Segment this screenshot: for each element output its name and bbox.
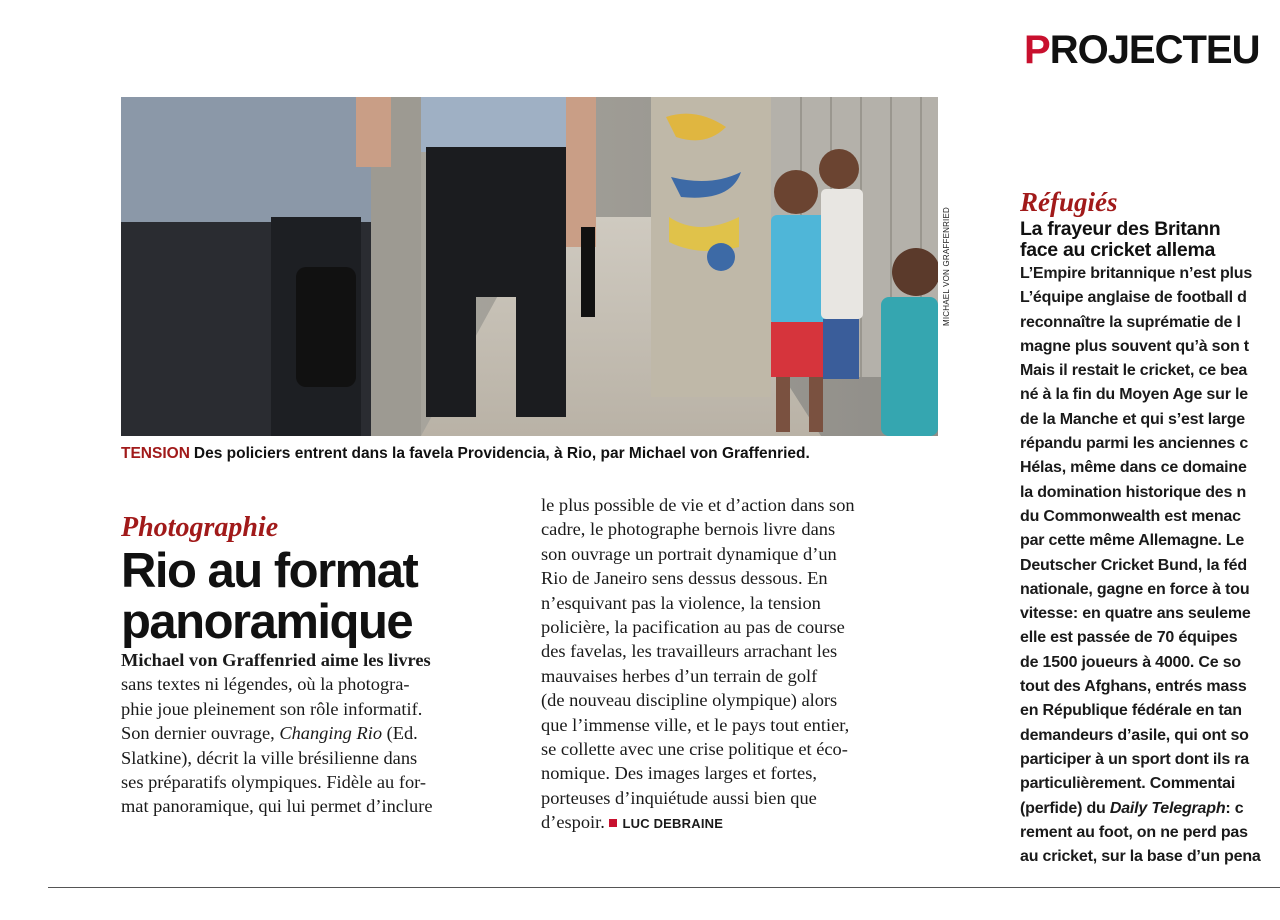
col1-line: mat panoramique, qui lui permet d’inclure: [121, 796, 433, 817]
caption-text: Des policiers entrent dans la favela Providencia, à Rio, par Michael von Graffenried.: [193, 445, 810, 462]
col1-line: Slatkine), décrit la ville brésilienne dans: [121, 747, 418, 768]
col1-line: ses préparatifs olympiques. Fidèle au for-: [121, 772, 427, 793]
sidebar-line: en République fédérale en tan: [1020, 702, 1242, 720]
photo-credit-text: MICHAEL VON GRAFFENRIED: [941, 207, 951, 326]
sidebar-line: particulièrement. Commentai: [1020, 775, 1236, 793]
col1-line-part: (Ed.: [382, 723, 418, 744]
headline-line-1: Rio au format: [121, 544, 418, 598]
masthead-initial: P: [1024, 28, 1050, 72]
col2-line: le plus possible de vie et d’action dans son: [541, 495, 855, 515]
article-photo: [121, 97, 938, 436]
col2-line: n’esquivant pas la violence, la tension: [541, 592, 821, 613]
col2-line: (de nouveau discipline olympique) alors: [541, 690, 838, 711]
article-lead: Michael von Graffenried aime les livres: [121, 650, 431, 670]
sidebar-line: participer à un sport dont ils ra: [1020, 750, 1249, 768]
sidebar-line: rement au foot, on ne perd pas: [1020, 823, 1248, 841]
caption-kicker: TENSION: [121, 445, 190, 462]
book-title: Changing Rio: [279, 723, 383, 744]
col1-line: sans textes ni légendes, où la photogra-: [121, 674, 410, 695]
article-column-2: [541, 493, 939, 837]
col2-line: [541, 810, 939, 836]
sidebar-line: [1020, 797, 1280, 821]
sidebar-line: L’Empire britannique n’est plus: [1020, 265, 1253, 282]
sidebar-line: elle est passée de 70 équipes: [1020, 629, 1238, 647]
page-bottom-rule: [48, 887, 1280, 888]
photo-credit: [939, 97, 953, 436]
col2-line: que l’immense ville, et le pays tout entier,: [541, 714, 850, 735]
col2-line: policière, la pacification au pas de course: [541, 617, 845, 638]
sidebar-line-part: (perfide) du: [1020, 799, 1110, 817]
sidebar-line: répandu parmi les anciennes c: [1020, 435, 1249, 453]
photo-caption: [121, 445, 941, 463]
sidebar-body: [1020, 262, 1280, 869]
col2-line: cadre, le photographe bernois livre dans: [541, 519, 836, 540]
col1-line-part: Son dernier ouvrage,: [121, 723, 280, 744]
masthead-rest: ROJECTEU: [1049, 28, 1260, 72]
sidebar-line: reconnaître la suprématie de l: [1020, 313, 1241, 331]
sidebar-line: au cricket, sur la base d’un pena: [1020, 848, 1261, 866]
sidebar-line-part: : c: [1225, 799, 1244, 817]
sidebar-headline-line-1: La frayeur des Britann: [1020, 218, 1221, 240]
col2-line: mauvaises herbes d’un terrain de golf: [541, 665, 818, 686]
col1-line: phie joue pleinement son rôle informatif.: [121, 698, 423, 719]
col2-line: Rio de Janeiro sens dessus dessous. En: [541, 568, 828, 589]
sidebar-line: vitesse: en quatre ans seuleme: [1020, 605, 1251, 623]
sidebar-rubric: Réfugiés: [1020, 187, 1118, 217]
sidebar-article: [1020, 185, 1280, 869]
col2-line: des favelas, les travailleurs arrachant les: [541, 641, 838, 662]
col2-line: porteuses d’inquiétude aussi bien que: [541, 787, 817, 808]
sidebar-line: de la Manche et qui s’est large: [1020, 410, 1245, 428]
article-column-1: [121, 648, 519, 819]
sidebar-line: L’équipe anglaise de football d: [1020, 289, 1247, 307]
col1-line: [121, 721, 519, 745]
section-masthead: [1024, 30, 1260, 70]
headline-line-2: panoramique: [121, 595, 413, 649]
end-mark-square: [609, 819, 617, 827]
sidebar-line: né à la fin du Moyen Age sur le: [1020, 386, 1248, 404]
sidebar-headline: [1020, 219, 1280, 261]
sidebar-line: du Commonwealth est menac: [1020, 507, 1241, 525]
favela-scene-illustration: [121, 97, 938, 436]
sidebar-line: la domination historique des n: [1020, 483, 1247, 501]
sidebar-line: Hélas, même dans ce domaine: [1020, 459, 1247, 477]
sidebar-line: Deutscher Cricket Bund, la féd: [1020, 556, 1247, 574]
sidebar-line: magne plus souvent qu’à son t: [1020, 337, 1249, 355]
article-headline: [121, 546, 521, 648]
col2-line: nomique. Des images larges et fortes,: [541, 763, 817, 784]
article-rubric: Photographie: [121, 512, 279, 543]
col2-last-text: d’espoir.: [541, 812, 605, 833]
col2-line: son ouvrage un portrait dynamique d’un: [541, 543, 837, 564]
sidebar-line: Mais il restait le cricket, ce bea: [1020, 362, 1248, 380]
sidebar-line: tout des Afghans, entrés mass: [1020, 678, 1247, 696]
sidebar-line: par cette même Allemagne. Le: [1020, 532, 1245, 550]
newspaper-title: Daily Telegraph: [1109, 799, 1226, 817]
author-signature: LUC DEBRAINE: [622, 816, 724, 832]
sidebar-line: de 1500 joueurs à 4000. Ce so: [1020, 653, 1241, 671]
sidebar-headline-line-2: face au cricket allema: [1020, 239, 1216, 261]
sidebar-line: nationale, gagne en force à tou: [1020, 580, 1250, 598]
sidebar-line: demandeurs d’asile, qui ont so: [1020, 726, 1249, 744]
col2-line: se collette avec une crise politique et éco-: [541, 739, 848, 760]
